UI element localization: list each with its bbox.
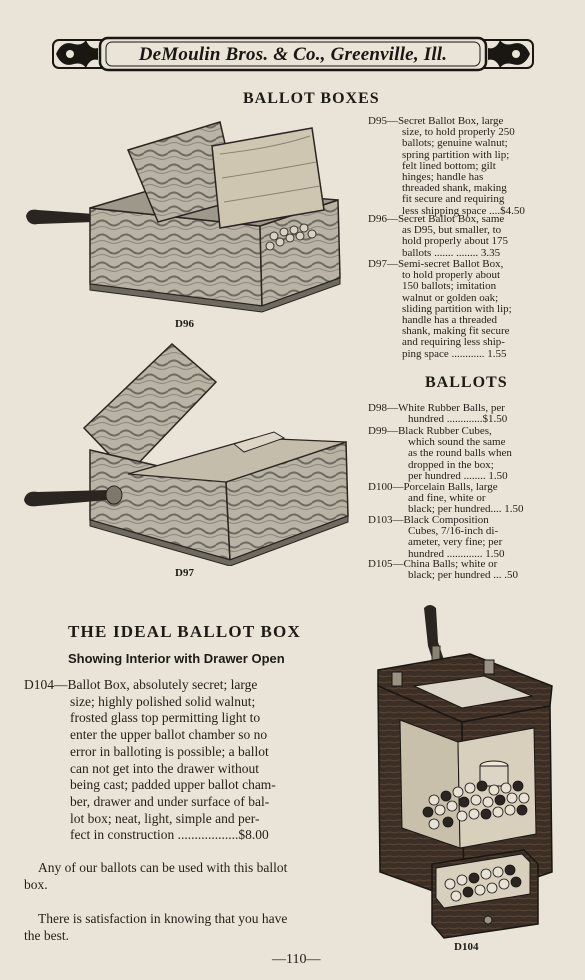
item-d105-line: black; per hundred ... .50: [408, 569, 518, 582]
satisfaction-note: [24, 911, 369, 944]
ballots-compat-note: [24, 860, 369, 893]
item-d103-line: hundred ............. 1.50: [408, 547, 505, 560]
d104-caption: D104: [454, 941, 479, 953]
item-d96: [368, 214, 570, 259]
note-line: There is satisfaction in knowing that you have: [38, 911, 288, 926]
ideal-box-title: THE IDEAL BALLOT BOX: [68, 622, 301, 641]
item-d97: [368, 259, 570, 360]
item-d95-line: spring partition with lip;: [402, 148, 510, 161]
item-d100-line: D100—Porcelain Balls, large: [368, 481, 498, 493]
company-banner-text: DeMoulin Bros. & Co., Greenville, Ill.: [138, 44, 448, 65]
d104-line: enter the upper ballot chamber so no: [70, 727, 268, 743]
header-banner: [52, 36, 534, 72]
item-d95-line: felt lined bottom; gilt: [402, 159, 496, 172]
item-d96-line: ballots ....... ........ 3.35: [402, 246, 501, 259]
ballot-box-d97-image: [24, 342, 350, 566]
item-d99-line: dropped in the box;: [408, 458, 494, 471]
item-d97-line: 150 ballots; imitation: [402, 280, 497, 293]
item-d98-line: hundred .............$1.50: [408, 413, 508, 426]
d104-line: ber, drawer and under surface of bal-: [70, 793, 270, 809]
drawer-knob-icon: [484, 916, 492, 924]
item-d95-line: ballots; genuine walnut;: [402, 137, 508, 150]
d104-line: frosted glass top permitting light to: [70, 710, 261, 726]
item-d99-line: D99—Black Rubber Cubes,: [368, 425, 492, 437]
item-d98: [368, 403, 572, 425]
d104-line: D104—Ballot Box, absolutely secret; large: [24, 677, 258, 692]
item-d95-line: hinges; handle has: [402, 171, 484, 184]
item-d95-line: fit secure and requiring: [402, 193, 505, 206]
item-d97-line: sliding partition with lip;: [402, 302, 512, 315]
item-d99-line: per hundred ........ 1.50: [408, 469, 508, 482]
item-d103-line: ameter, very fine; per: [408, 536, 503, 549]
ballots-title: BALLOTS: [425, 374, 508, 391]
d96-caption: D96: [175, 318, 194, 330]
item-d95-line: less shipping space ....$4.50: [402, 204, 525, 217]
item-d97-line: D97—Semi-secret Ballot Box,: [368, 258, 504, 270]
item-d99-line: as the round balls when: [408, 447, 512, 460]
item-d98-line: D98—White Rubber Balls, per: [368, 402, 505, 414]
ballot-boxes-title: BALLOT BOXES: [243, 90, 380, 107]
ballot-box-d96-image: [24, 118, 350, 318]
item-d99-line: which sound the same: [408, 436, 506, 449]
item-d103-line: D103—Black Composition: [368, 514, 489, 526]
d104-line: error in balloting is possible; a ballot: [70, 743, 269, 759]
item-d95-line: D95—Secret Ballot Box, large: [368, 115, 504, 127]
note-line: Any of our ballots can be used with this ballot: [38, 860, 288, 875]
item-d96-line: D96—Secret Ballot Box, same: [368, 213, 505, 225]
item-d105-line: D105—China Balls; white or: [368, 558, 498, 570]
item-d97-line: to hold properly about: [402, 269, 501, 282]
item-d97-line: shank, making fit secure: [402, 325, 510, 338]
note-line: box.: [24, 876, 48, 892]
ideal-box-subtitle: Showing Interior with Drawer Open: [68, 651, 285, 666]
page-number: —110—: [272, 952, 321, 967]
item-d97-line: and requiring less ship-: [402, 336, 505, 349]
item-d97-line: walnut or golden oak;: [402, 291, 499, 304]
item-d100-line: black; per hundred.... 1.50: [408, 503, 524, 516]
d104-line: being cast; padded upper ballot cham-: [70, 777, 276, 793]
item-d96-line: hold properly about 175: [402, 235, 509, 248]
note-line: the best.: [24, 927, 69, 943]
d104-line: fect in construction ..................$8.00: [70, 827, 269, 843]
item-d97-line: handle has a threaded: [402, 314, 497, 327]
d104-line: can not get into the drawer without: [70, 760, 259, 776]
item-d95: [368, 116, 570, 217]
item-d97-line: ping space ............ 1.55: [402, 347, 507, 360]
item-d99: [368, 426, 572, 482]
item-d103-line: Cubes, 7/16-inch di-: [408, 525, 499, 538]
d104-description: [24, 677, 369, 844]
d104-line: lot box; neat, light, simple and per-: [70, 810, 260, 826]
ballot-box-d104-image: [374, 602, 568, 942]
item-d95-line: size, to hold properly 250: [402, 126, 515, 139]
item-d96-line: as D95, but smaller, to: [402, 224, 502, 237]
d97-caption: D97: [175, 567, 194, 579]
item-d100: [368, 482, 572, 516]
item-d103: [368, 515, 572, 560]
d104-line: size; highly polished solid walnut;: [70, 693, 256, 709]
item-d95-line: threaded shank, making: [402, 182, 507, 195]
item-d105: [368, 559, 572, 581]
item-d100-line: and fine, white or: [408, 492, 486, 505]
